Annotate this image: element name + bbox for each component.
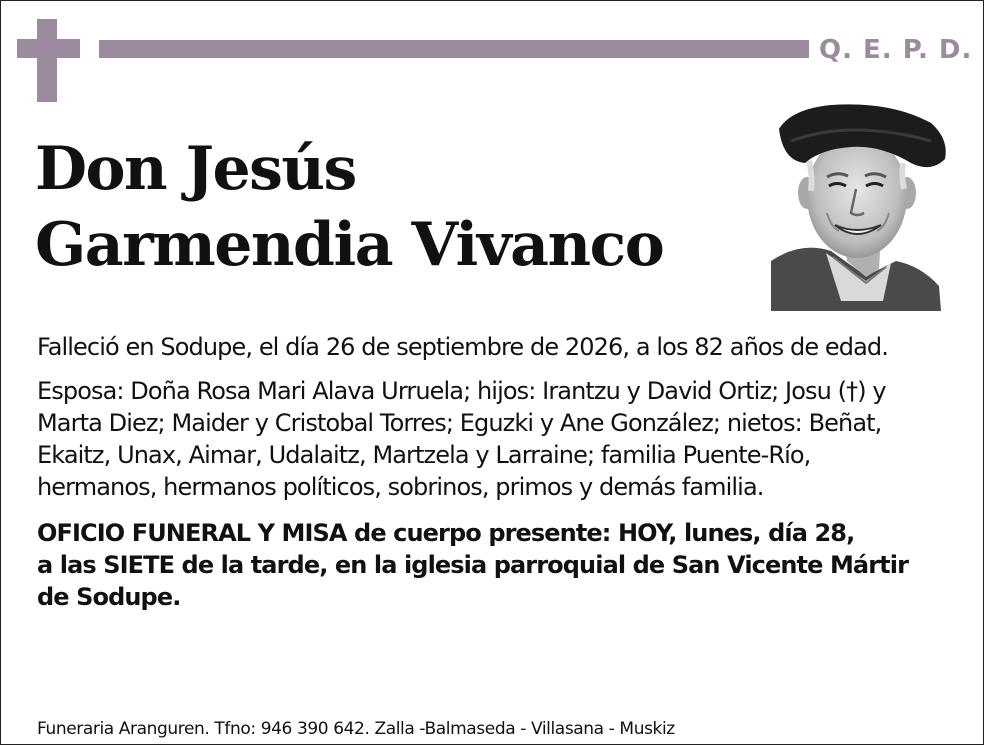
service-line: OFICIO FUNERAL Y MISA de cuerpo presente: HOY, lunes, día 28,	[37, 519, 855, 547]
qepd-label: Q. E. P. D.	[819, 35, 973, 65]
service-line: a las SIETE de la tarde, en la iglesia parroquial de San Vicente Mártir	[37, 551, 908, 579]
service-line: de Sodupe.	[37, 583, 181, 611]
family-line: Marta Diez; Maider y Cristobal Torres; Eguzki y Ane González; nietos: Beñat,	[37, 409, 882, 437]
family-line: Esposa: Doña Rosa Mari Alava Urruela; hijos: Irantzu y David Ortiz; Josu (†) y	[37, 377, 886, 405]
funeral-home-footer: Funeraria Aranguren. Tfno: 946 390 642. Zalla -Balmaseda - Villasana - Muskiz	[37, 719, 675, 739]
name-line-1: Don Jesús	[35, 134, 356, 204]
family-list	[37, 375, 967, 503]
family-line: Ekaitz, Unax, Aimar, Udalaitz, Martzela y Larraine; familia Puente-Río,	[37, 441, 811, 469]
death-statement: Falleció en Sodupe, el día 26 de septiembre de 2026, a los 82 años de edad.	[37, 333, 888, 361]
name-line-2: Garmendia Vivanco	[35, 210, 664, 280]
header-band	[99, 40, 809, 58]
family-line: hermanos, hermanos políticos, sobrinos, primos y demás familia.	[37, 473, 764, 501]
cross-vertical-bar	[37, 19, 57, 102]
cross-horizontal-bar	[17, 39, 80, 58]
portrait-photo	[771, 101, 951, 311]
deceased-name	[35, 131, 663, 283]
service-details	[37, 517, 967, 613]
notice-body	[37, 331, 967, 613]
